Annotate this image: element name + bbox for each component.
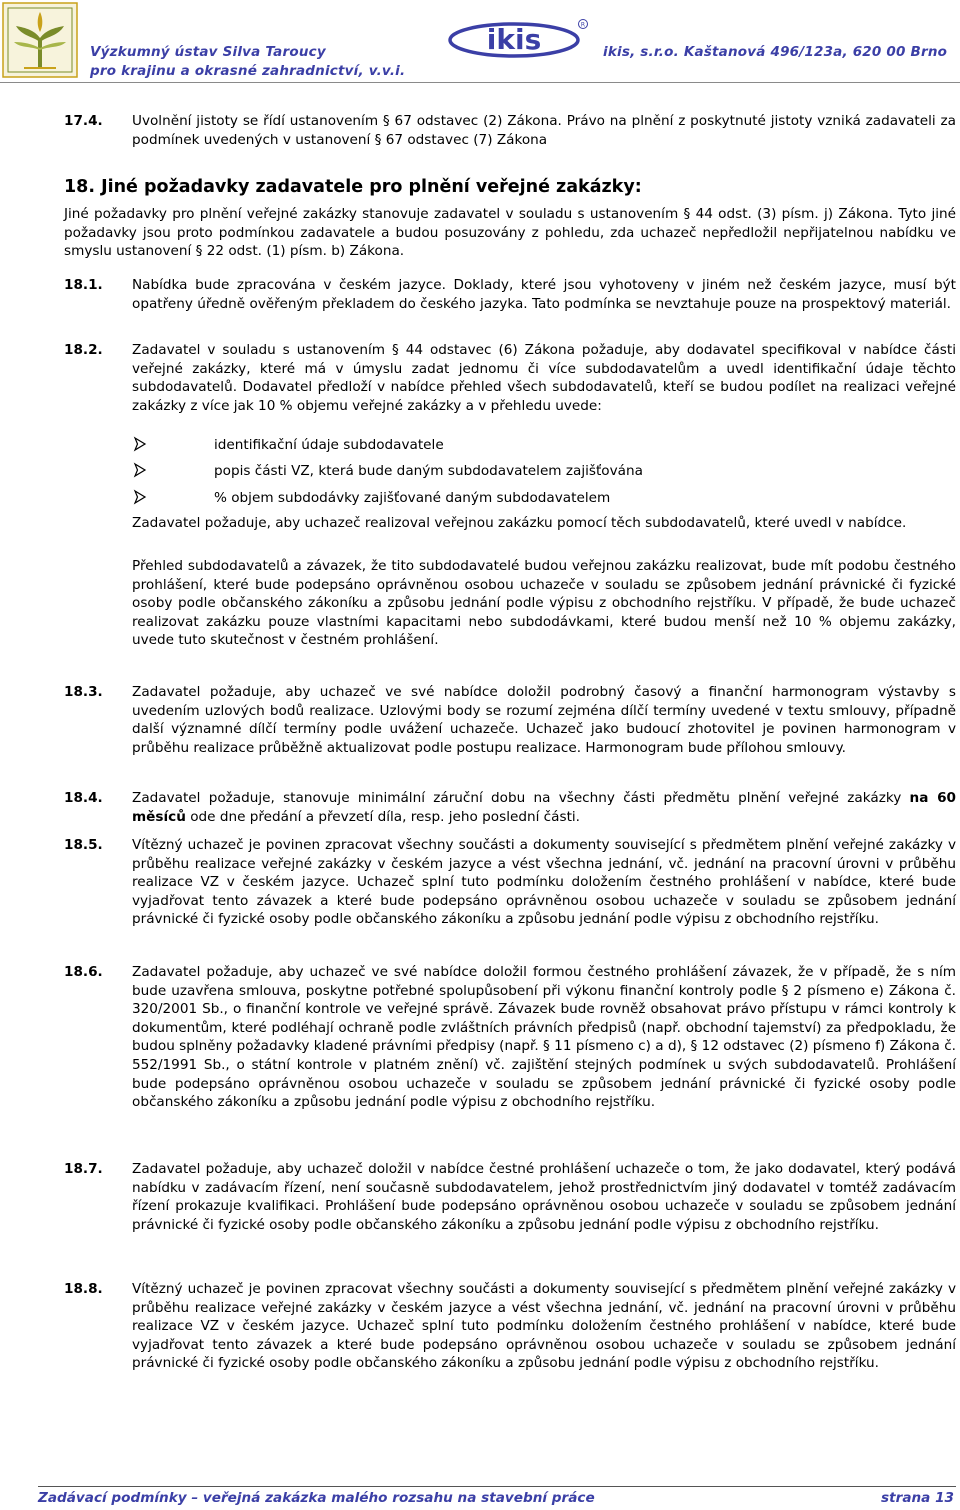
ikis-logo-icon <box>446 14 590 62</box>
section-number: 18.1. <box>64 277 103 293</box>
section-text: Nabídka bude zpracována v českém jazyce. Doklady, které jsou vyhotoveny v jiném než českém jazyce, musí být opatřeny úředně ověřeným překladem do českého jazyka. Tato podmínka se nevztahuje pouze na prospektový materiál. <box>132 277 956 312</box>
section-18-2-after1: Zadavatel požaduje, aby uchazeč realizoval veřejnou zakázku pomocí těch subdodavatelů, které uvedl v nabídce. <box>132 515 907 531</box>
arrowhead-bullet-icon <box>132 462 148 478</box>
vukoz-tree-logo-icon <box>2 2 78 78</box>
section-number: 18.2. <box>64 342 103 358</box>
svg-text:R: R <box>580 21 586 29</box>
section-18-heading: 18. Jiné požadavky zadavatele pro plnění veřejné zakázky: <box>64 177 642 197</box>
ikis-logo-text: ikis <box>486 23 542 56</box>
company-address: ikis, s.r.o. Kaštanová 496/123a, 620 00 Brno <box>603 44 948 60</box>
section-number: 18.4. <box>64 790 103 806</box>
section-text: Zadavatel v souladu s ustanovením § 44 odstavec (6) Zákona požaduje, aby dodavatel specifikoval v nabídce části veřejné zakázky, které má v úmyslu zadat jednomu či více subdodavatelům a uvedl identifikační údaje těchto subdodavatelů. Dodavatel předloží v nabídce přehled všech subdodavatelů, kteří se budou podílet na realizaci veřejné zakázky z více jak 10 % objemu veřejné zakázky a v přehledu uvede: <box>132 342 956 414</box>
section-18-2-after2: Přehled subdodavatelů a závazek, že tito subdodavatelé budou veřejnou zakázku realizovat, bude mít podobu čestného prohlášení, které bude podepsáno oprávněnou osobou uchazeče v souladu se způsobem jednání právnické či fyzické osoby podle občanského zákoníku a způsobu jednání podle výpisu z obchodního rejstříku. V případě, že bude uchazeč realizovat zakázku pouze vlastními kapacitami nebo subdodávkami, které budou menší než 10 % objemu zakázky, uvede tuto skutečnost v čestném prohlášení. <box>132 558 956 649</box>
section-text: Zadavatel požaduje, aby uchazeč ve své nabídce doložil formou čestného prohlášení závazek, že v případě, že s ním bude uzavřena smlouva, poskytne potřebné spolupůsobení při výkonu finanční kontroly podle § 2 písmeno e) Zákona č. 320/2001 Sb., o finanční kontrole ve veřejné správě. Závazek bude rovněž obsahovat právo přístupu v rámci kontroly k dokumentům, které podléhají ochraně podle zvláštních právních předpisů (např. obchodní tajemství) za předpokladu, že budou splněny požadavky kladené právními předpisy (např. § 11 písmeno c) a d), § 12 odstavec (2) písmeno f) Zákona č. 552/1991 Sb., o státní kontrole v platném znění) vč. zajištění stejných podmínek u svých subdodavatelů. Prohlášení bude podepsáno oprávněnou osobou uchazeče v souladu se způsobem jednání právnické či fyzické osoby podle občanského zákoníku a způsobu jednání podle výpisu z obchodního rejstříku. <box>132 964 956 1111</box>
page-header <box>0 0 960 82</box>
section-text: Zadavatel požaduje, aby uchazeč ve své nabídce doložil podrobný časový a finanční harmonogram výstavby s uvedením uzlových bodů realizace. Uzlovými body se rozumí zejména dílčí termíny uvedené v textu smlouvy, případně další významné dílčí termíny podle uvážení uchazeče. Uchazeč jako budoucí zhotovitel je povinen harmonogram v průběhu realizace průběžně aktualizovat podle postupu realizace. Harmonogram bude přílohou smlouvy. <box>132 684 956 756</box>
section-number: 18.6. <box>64 964 103 980</box>
section-18-intro: Jiné požadavky pro plnění veřejné zakázky stanovuje zadavatel v souladu s ustanovením § 44 odst. (3) písm. j) Zákona. Tyto jiné požadavky jsou proto podmínkou zadavatele a budou posuzovány z pohledu, zda uchazeč nepředložil nepřijatelnou nabídku ve smyslu ustanovení § 22 odst. (1) písm. b) Zákona. <box>64 206 956 260</box>
section-text: Vítězný uchazeč je povinen zpracovat všechny součásti a dokumenty související s předmětem plnění veřejné zakázky v průběhu realizace veřejné zakázky v českém jazyce a vést všechna jednání, vč. jednání na pracovní úrovni v průběhu realizace VZ v českém jazyce. Uchazeč splní tuto podmínku doložením čestného prohlášení v nabídce, které bude vyjadřovat tento závazek a které bude podepsáno oprávněnou osobou uchazeče v souladu se způsobem jednání právnické či fyzické osoby podle občanského zákoníku a způsobu jednání podle výpisu z obchodního rejstříku. <box>132 837 956 928</box>
section-number: 18.7. <box>64 1161 103 1177</box>
arrowhead-bullet-icon <box>132 489 148 505</box>
section-text <box>132 789 956 826</box>
arrowhead-bullet-icon <box>132 436 148 452</box>
warranty-period-emphasis: na 60 měsíců <box>132 790 956 825</box>
footer-document-title: Zadávací podmínky – veřejná zakázka malého rozsahu na stavební práce <box>38 1490 595 1506</box>
bullet-text: % objem subdodávky zajišťované daným subdodavatelem <box>214 490 611 506</box>
footer-page-number: strana 13 <box>881 1490 954 1506</box>
section-text: Uvolnění jistoty se řídí ustanovením § 67 odstavec (2) Zákona. Právo na plnění z poskytnuté jistoty vzniká zadavateli za podmínek uvedených v ustanovení § 67 odstavec (7) Zákona <box>132 113 956 148</box>
section-number: 18.8. <box>64 1281 103 1297</box>
section-text-part-b: ode dne předání a převzetí díla, resp. jeho poslední části. <box>185 808 580 825</box>
header-divider <box>0 82 960 83</box>
section-number: 17.4. <box>64 113 103 129</box>
section-number: 18.3. <box>64 684 103 700</box>
section-text-part-a: Zadavatel požaduje, stanovuje minimální záruční dobu na všechny části předmětu plnění veřejné zakázky <box>132 790 910 806</box>
bullet-text: identifikační údaje subdodavatele <box>214 437 444 453</box>
footer-divider <box>38 1486 956 1487</box>
section-number: 18.5. <box>64 837 103 853</box>
bullet-text: popis části VZ, která bude daným subdodavatelem zajišťována <box>214 463 643 479</box>
section-text: Vítězný uchazeč je povinen zpracovat všechny součásti a dokumenty související s předmětem plnění veřejné zakázky v průběhu realizace veřejné zakázky v českém jazyce a vést všechna jednání, vč. jednání na pracovní úrovni v průběhu realizace VZ v českém jazyce. Uchazeč splní tuto podmínku doložením čestného prohlášení v nabídce, které bude vyjadřovat tento závazek a které bude podepsáno oprávněnou osobou uchazeče v souladu se způsobem jednání právnické či fyzické osoby podle občanského zákoníku a způsobu jednání podle výpisu z obchodního rejstříku. <box>132 1281 956 1372</box>
institute-name-line2: pro krajinu a okrasné zahradnictví, v.v.i. <box>90 63 406 79</box>
institute-name-line1: Výzkumný ústav Silva Taroucy <box>90 44 326 60</box>
section-text: Zadavatel požaduje, aby uchazeč doložil v nabídce čestné prohlášení uchazeče o tom, že jako dodavatel, který podává nabídku v zadávacím řízení, není současně subdodavatelem, jehož prostřednictvím jiný dodavatel v tomtéž zadávacím řízení prokazuje kvalifikaci. Prohlášení bude podepsáno oprávněnou osobou uchazeče v souladu se způsobem jednání právnické či fyzické osoby podle občanského zákoníku a způsobu jednání podle výpisu z obchodního rejstříku. <box>132 1161 956 1233</box>
